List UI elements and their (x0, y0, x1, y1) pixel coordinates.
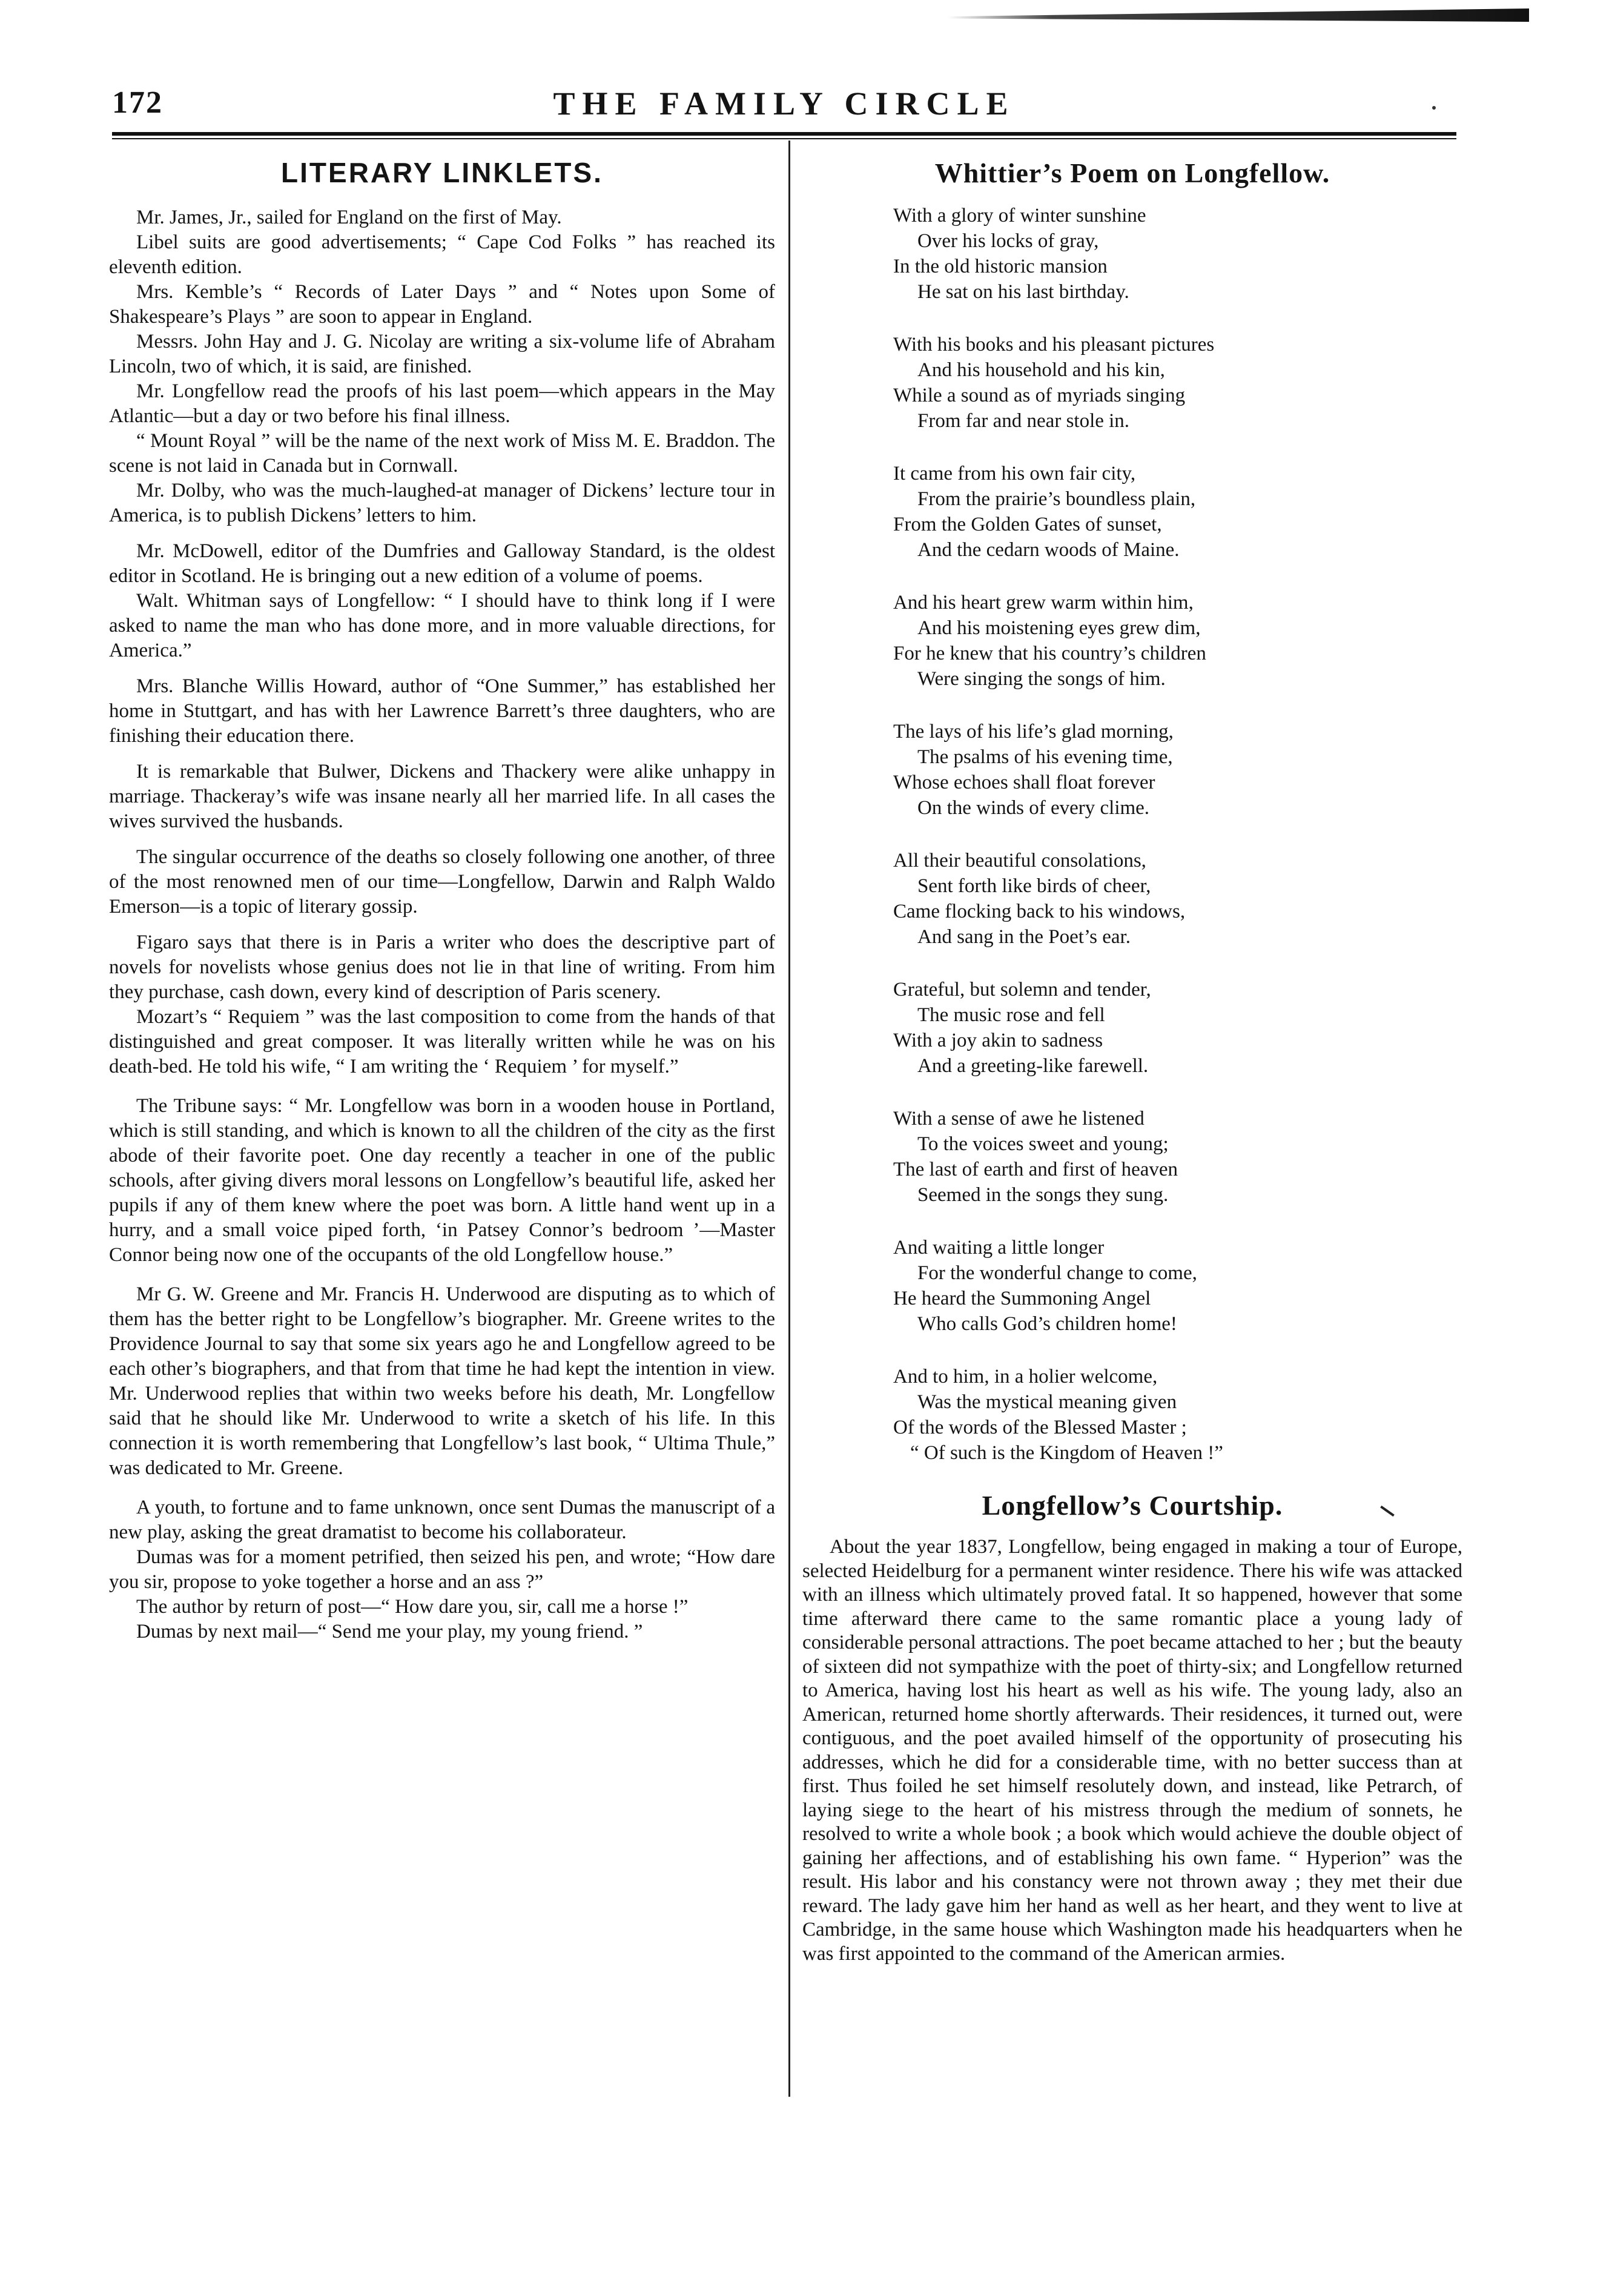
section-title-literary-linklets: LITERARY LINKLETS. (281, 157, 603, 188)
linklet-item: Figaro says that there is in Paris a writer who does the descriptive part of novels for novelists whose genius does not lie in that line of writing. From him they purchase, cash down, every kind of description of Paris scenery. (109, 931, 775, 1004)
linklet-item: Mrs. Kemble’s “ Records of Later Days ” and “ Notes upon Some of Shakespeare’s Plays ” are soon to appear in England. (109, 281, 775, 328)
literary-linklets-column (109, 156, 775, 1644)
linklet-item: It is remarkable that Bulwer, Dickens and Thackery were alike unhappy in marriage. Thackeray’s wife was insane nearly all her married life. In all cases the wives survived the husbands. (109, 761, 775, 833)
linklet-item: Mrs. Blanche Willis Howard, author of “One Summer,” has established her home in Stuttgart, and has with her Lawrence Barrett’s three daughters, who are finishing their education there. (109, 675, 775, 747)
poem-stanza (893, 1106, 1462, 1208)
linklet-item: Mozart’s “ Requiem ” was the last composition to come from the hands of that distinguished and great composer. It was literally written while he was on his death-bed. He told his wife, “ I am writing the ‘ Requiem ’ for myself.” (109, 1006, 775, 1078)
poem-line: Of the words of the Blessed Master ; (893, 1417, 1187, 1439)
poem-line: He heard the Summoning Angel (893, 1288, 1151, 1310)
linklet-item: A youth, to fortune and to fame unknown, once sent Dumas the manuscript of a new play, asking the great dramatist to become his collaborateur. (109, 1497, 775, 1544)
courtship-title: Longfellow’s Courtship. (982, 1490, 1283, 1521)
poem-line: While a sound as of myriads singing (893, 385, 1186, 407)
poem-line: On the winds of every clime. (917, 797, 1150, 819)
poem-line: He sat on his last birthday. (917, 281, 1129, 303)
poem-line: “ Of such is the Kingdom of Heaven !” (910, 1442, 1223, 1464)
linklet-item: Mr. Longfellow read the proofs of his last poem—which appears in the May Atlantic—but a day or two before his final illness. (109, 380, 775, 428)
poem-stanza (893, 461, 1462, 563)
courtship-article: About the year 1837, Longfellow, being engaged in making a tour of Europe, selected Heidelburg for a permanent winter residence. There his wife was attacked with an illness which ultimately proved fatal. It so happened, however that some time afterward there came to the same romantic place a young lady of considerable personal attractions. The poet became attached to her ; but the beauty of sixteen did not sympathize with the poet of thirty-six; and Longfellow returned to America, having lost his heart as well as his wife. The young lady, also an American, returned home shortly afterwards. Their residences, it turned out, were contiguous, and the poet availed himself of the opportunity of prosecuting his addresses, which he did for a considerable time, with no better success than at first. Thus foiled he set himself resolutely down, and instead, like Petrarch, of laying siege to the heart of his mistress through the medium of sonnets, he resolved to write a whole book ; a book which would achieve the double object of gaining her affections, and of establishing his own fame. “ Hyperion” was the result. His labor and his constancy were not thrown away ; they met their due reward. The lady gave him her hand as well as her heart, and they went to live at Cambridge, in the same house which Washington made his headquarters when he was first appointed to the command of the American armies. (802, 1536, 1462, 1965)
linklet-item: Mr. James, Jr., sailed for England on the first of May. (136, 207, 562, 229)
linklet-item: Dumas was for a moment petrified, then seized his pen, and wrote; “How dare you sir, propose to yoke together a horse and an ass ?” (109, 1546, 775, 1593)
poem-line: And his household and his kin, (917, 359, 1165, 382)
poem-stanza (893, 332, 1462, 434)
poem-stanza (893, 1235, 1462, 1337)
linklet-item: The author by return of post—“ How dare you, sir, call me a horse !” (136, 1596, 689, 1618)
linklet-item: “ Mount Royal ” will be the name of the next work of Miss M. E. Braddon. The scene is not laid in Canada but in Cornwall. (109, 430, 775, 477)
header-rule (112, 132, 1456, 139)
linklet-item: Dumas by next mail—“ Send me your play, my young friend. ” (136, 1621, 643, 1643)
poem-stanza (893, 977, 1462, 1079)
poem-line: Sent forth like birds of cheer, (917, 875, 1151, 898)
top-ink-rule (948, 8, 1529, 22)
poem-line: And sang in the Poet’s ear. (917, 926, 1131, 948)
poem-line: All their beautiful consolations, (893, 850, 1146, 872)
poem-stanza (893, 848, 1462, 950)
poem-line: With a joy akin to sadness (893, 1030, 1103, 1052)
page-header (112, 85, 1456, 127)
linklet-item: Messrs. John Hay and J. G. Nicolay are writing a six-volume life of Abraham Lincoln, two of which, it is said, are finished. (109, 331, 775, 378)
linklet-item: The Tribune says: “ Mr. Longfellow was born in a wooden house in Portland, which is still standing, and which is known to all the children of the city as the first abode of their favorite poet. One day recently a teacher in one of the public schools, after giving divers moral lessons on Longfellow’s beautiful life, asked her pupils if any of them knew where the poet was born. A little hand went up in a hurry, and a small voice piped forth, ‘in Patsey Connor’s bedroom ’—Master Connor being now one of the occupants of the old Longfellow house.” (109, 1095, 775, 1266)
poem-stanza (893, 1364, 1462, 1466)
column-divider (788, 141, 790, 2097)
poem-line: From the Golden Gates of sunset, (893, 514, 1162, 536)
poem-line: Were singing the songs of him. (917, 668, 1166, 690)
poem-title: Whittier’s Poem on Longfellow. (934, 157, 1330, 188)
poem-line: From the prairie’s boundless plain, (917, 488, 1196, 511)
poem-line: In the old historic mansion (893, 256, 1108, 278)
whittier-poem (893, 203, 1462, 1466)
poem-line: And to him, in a holier welcome, (893, 1366, 1158, 1388)
linklet-item: The singular occurrence of the deaths so closely following one another, of three of the most renowned men of our time—Longfellow, Darwin and Ralph Waldo Emerson—is a topic of literary gossip. (109, 846, 775, 918)
linklet-item: Mr G. W. Greene and Mr. Francis H. Underwood are disputing as to which of them has the better right to be Longfellow’s biographer. Mr. Greene writes to the Providence Journal to say that some six years ago he and Longfellow agreed to be each other’s biographers, and that from that time he had kept the intention in view. Mr. Underwood replies that within two weeks before his death, Mr. Longfellow said that he should like Mr. Underwood to write a sketch of his life. In this connection it is worth remembering that Longfellow’s last book, “ Ultima Thule,” was dedicated to Mr. Greene. (109, 1283, 775, 1480)
linklet-item: Walt. Whitman says of Longfellow: “ I should have to think long if I were asked to name the man who has done more, and in more valuable directions, for America.” (109, 590, 775, 662)
poem-line: And his moistening eyes grew dim, (917, 617, 1201, 640)
poem-line: From far and near stole in. (917, 410, 1130, 432)
poem-stanza (893, 590, 1462, 692)
poem-line: Over his locks of gray, (917, 230, 1099, 253)
poem-line: With a sense of awe he listened (893, 1108, 1145, 1130)
poem-line: Was the mystical meaning given (917, 1391, 1177, 1414)
page-number: 172 (112, 85, 163, 120)
linklet-item: Mr. McDowell, editor of the Dumfries and Galloway Standard, is the oldest editor in Scotland. He is bringing out a new edition of a volume of poems. (109, 540, 775, 587)
poem-line: And the cedarn woods of Maine. (917, 539, 1180, 561)
linklet-item: Libel suits are good advertisements; “ Cape Cod Folks ” has reached its eleventh edition. (109, 231, 775, 279)
poem-line: For the wonderful change to come, (917, 1262, 1197, 1285)
poem-line: Seemed in the songs they sung. (917, 1184, 1169, 1206)
poem-line: The psalms of his evening time, (917, 746, 1173, 769)
poem-line: And his heart grew warm within him, (893, 592, 1194, 614)
linklet-item: Mr. Dolby, who was the much-laughed-at manager of Dickens’ lecture tour in America, is to publish Dickens’ letters to him. (109, 480, 775, 527)
poem-line: For he knew that his country’s children (893, 643, 1206, 665)
poem-line: And waiting a little longer (893, 1237, 1105, 1259)
poem-line: The lays of his life’s glad morning, (893, 721, 1174, 743)
poem-line: Grateful, but solemn and tender, (893, 979, 1151, 1001)
poem-line: With a glory of winter sunshine (893, 205, 1146, 227)
poem-line: Came flocking back to his windows, (893, 901, 1186, 923)
poem-line: And a greeting-like farewell. (917, 1055, 1149, 1077)
poem-line: It came from his own fair city, (893, 463, 1136, 485)
poem-stanza (893, 719, 1462, 821)
poem-line: Whose echoes shall float forever (893, 772, 1155, 794)
running-title: THE FAMILY CIRCLE (553, 85, 1016, 122)
poem-line: The last of earth and first of heaven (893, 1159, 1178, 1181)
poem-stanza (893, 203, 1462, 305)
poem-line: With his books and his pleasant pictures (893, 334, 1215, 356)
poem-line: Who calls God’s children home! (917, 1313, 1177, 1335)
poem-line: To the voices sweet and young; (917, 1133, 1169, 1156)
poem-line: The music rose and fell (917, 1004, 1105, 1027)
right-column (802, 156, 1462, 1966)
